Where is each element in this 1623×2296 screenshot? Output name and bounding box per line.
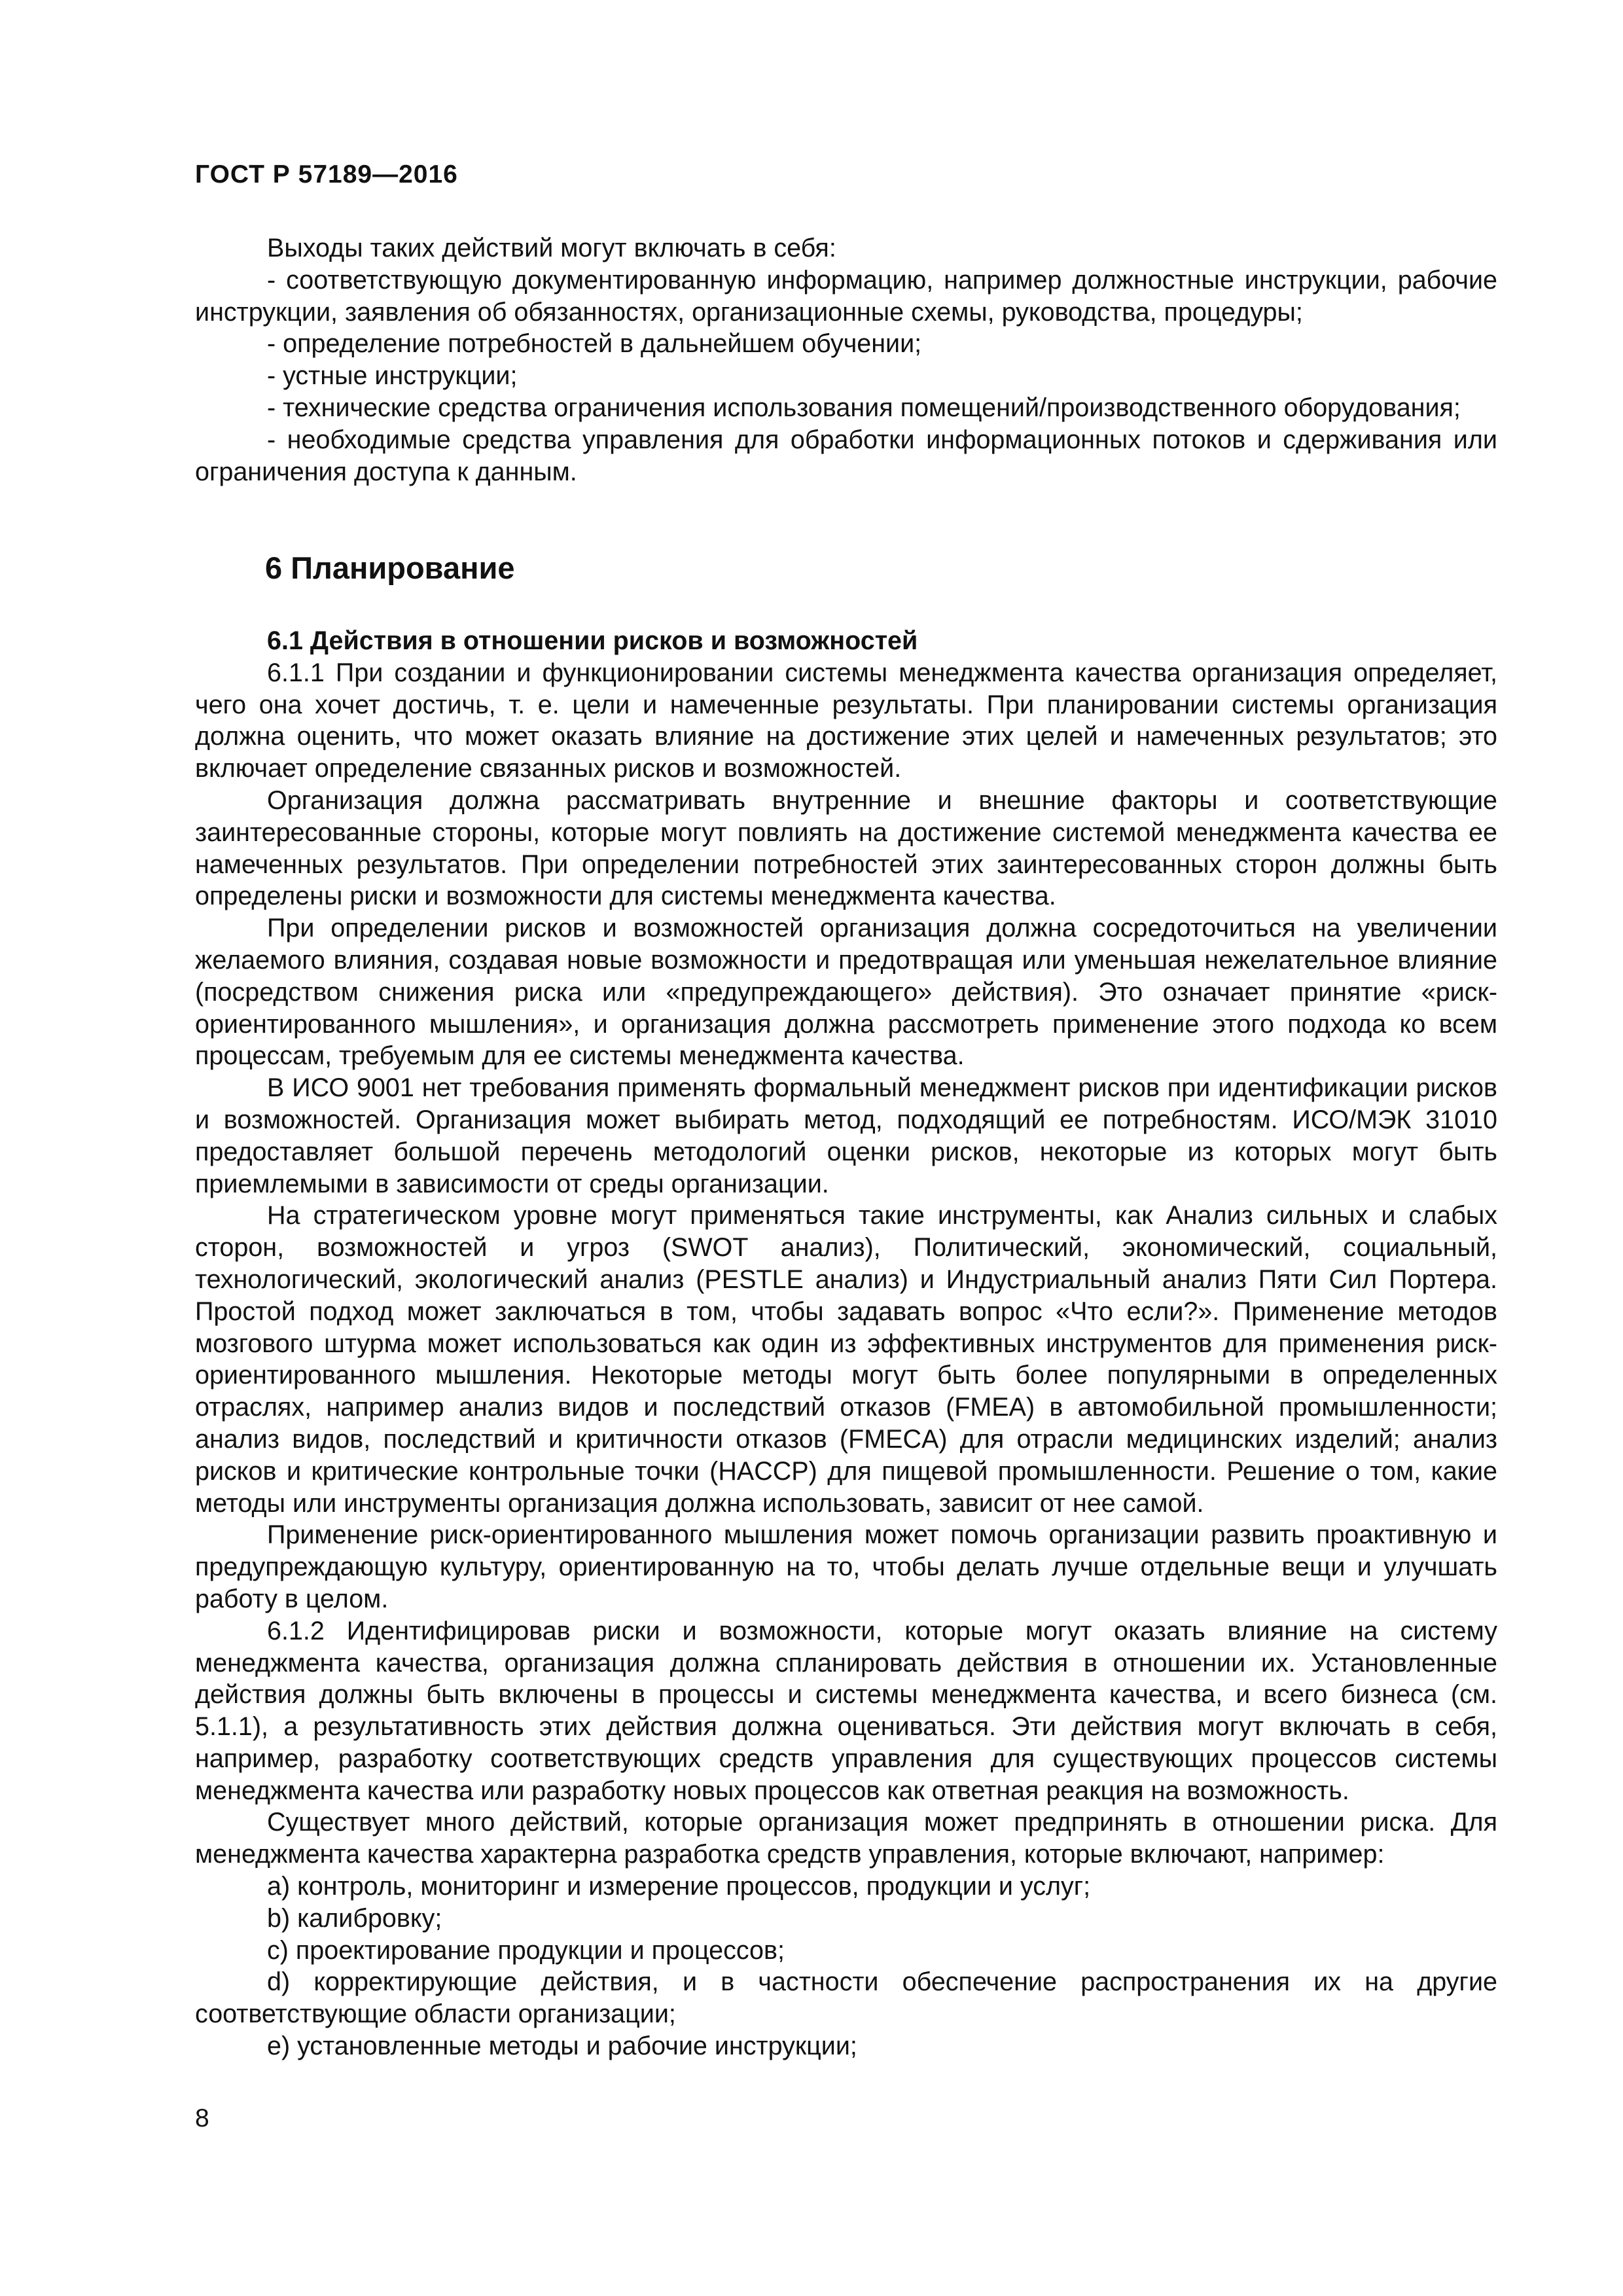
list-item: a) контроль, мониторинг и измерение процессов, продукции и услуг;: [267, 1872, 1091, 1901]
intro-lead: Выходы таких действий могут включать в себя:: [267, 234, 836, 262]
section-6-body: [195, 625, 1497, 2062]
intro-block: [195, 232, 1497, 488]
section-paragraph: 6.1.2 Идентифицировав риски и возможности, которые могут оказать влияние на систему менеджмента качества, организация должна спланировать действия в отношении их. Установленные действия должны быть включены в процессы и системы менеджмента качества, и всего бизнеса (см. 5.1.1), а результативность этих действия должна оцениваться. Эти действия могут включать в себя, например, разработку соответствующих средств управления для существующих процессов системы менеджмента качества или разработку новых процессов как ответная реакция на возможность.: [195, 1616, 1497, 1805]
section-paragraph: На стратегическом уровне могут применяться такие инструменты, как Анализ сильных и слабых сторон, возможностей и угроз (SWOT анализ), Политический, экономический, социальный, технологический, экологический анализ (PESTLE анализ) и Индустриальный анализ Пяти Сил Портера. Простой подход может заключаться в том, чтобы задавать вопрос «Что если?». Применение методов мозгового штурма может использоваться как один из эффективных инструментов для применения риск-ориентированного мышления. Некоторые методы могут быть более популярными в определенных отраслях, например анализ видов и последствий отказов (FMEA) в автомобильной промышленности; анализ видов, последствий и критичности отказов (FMECA) для отрасли медицинских изделий; анализ рисков и критические контрольные точки (HACCP) для пищевой промышленности. Решение о том, какие методы или инструменты организация должна использовать, зависит от нее самой.: [195, 1201, 1497, 1518]
intro-item: - устные инструкции;: [267, 361, 518, 391]
subsection-6-1-title: 6.1 Действия в отношении рисков и возможностей: [267, 626, 918, 655]
list-item: d) корректирующие действия, и в частности обеспечение распространения их на другие соответствующие области организации;: [195, 1967, 1497, 2029]
list-item: b) калибровку;: [267, 1903, 442, 1933]
page-number: 8: [195, 2104, 209, 2132]
section-paragraph: 6.1.1 При создании и функционировании системы менеджмента качества организация определяет, чего она хочет достичь, т. е. цели и намеченные результаты. При планировании системы организация должна оценить, что может оказать влияние на достижение этих целей и намеченных результатов; это включает определение связанных рисков и возможностей.: [195, 658, 1497, 783]
document-number-header: ГОСТ Р 57189—2016: [195, 160, 458, 188]
intro-item: - необходимые средства управления для обработки информационных потоков и сдерживания или ограничения доступа к данным.: [195, 425, 1497, 486]
intro-item: - определение потребностей в дальнейшем обучении;: [267, 329, 922, 359]
intro-item: - соответствующую документированную информацию, например должностные инструкции, рабочие инструкции, заявления об обязанностях, организационные схемы, руководства, процедуры;: [195, 265, 1497, 327]
section-paragraph: В ИСО 9001 нет требования применять формальный менеджмент рисков при идентификации рисков и возможностей. Организация может выбирать метод, подходящий ее потребностям. ИСО/МЭК 31010 предоставляет большой перечень методологий оценки рисков, некоторые из которых могут быть приемлемыми в зависимости от среды организации.: [195, 1073, 1497, 1198]
list-item: c) проектирование продукции и процессов;: [267, 1935, 785, 1965]
section-paragraph: При определении рисков и возможностей организация должна сосредоточиться на увеличении желаемого влияния, создавая новые возможности и предотвращая или уменьшая нежелательное влияние (посредством снижения риска или «предупреждающего» действия). Это означает принятие «риск-ориентированного мышления», и организация должна рассмотреть применение этого подхода ко всем процессам, требуемым для ее системы менеджмента качества.: [195, 914, 1497, 1071]
section-paragraph: Организация должна рассматривать внутренние и внешние факторы и соответствующие заинтересованные стороны, которые могут повлиять на достижение системой менеджмента качества ее намеченных результатов. При определении потребностей этих заинтересованных сторон должны быть определены риски и возможности для системы менеджмента качества.: [195, 785, 1497, 911]
section-paragraph: Применение риск-ориентированного мышления может помочь организации развить проактивную и предупреждающую культуру, ориентированную на то, чтобы делать лучше отдельные вещи и улучшать работу в целом.: [195, 1520, 1497, 1613]
section-6-title: 6 Планирование: [265, 550, 515, 585]
list-item: e) установленные методы и рабочие инструкции;: [267, 2032, 857, 2061]
section-paragraph: Существует много действий, которые организация может предпринять в отношении риска. Для менеджмента качества характерна разработка средств управления, которые включают, например:: [195, 1808, 1497, 1869]
intro-item: - технические средства ограничения использования помещений/производственного оборудования;: [267, 393, 1461, 422]
